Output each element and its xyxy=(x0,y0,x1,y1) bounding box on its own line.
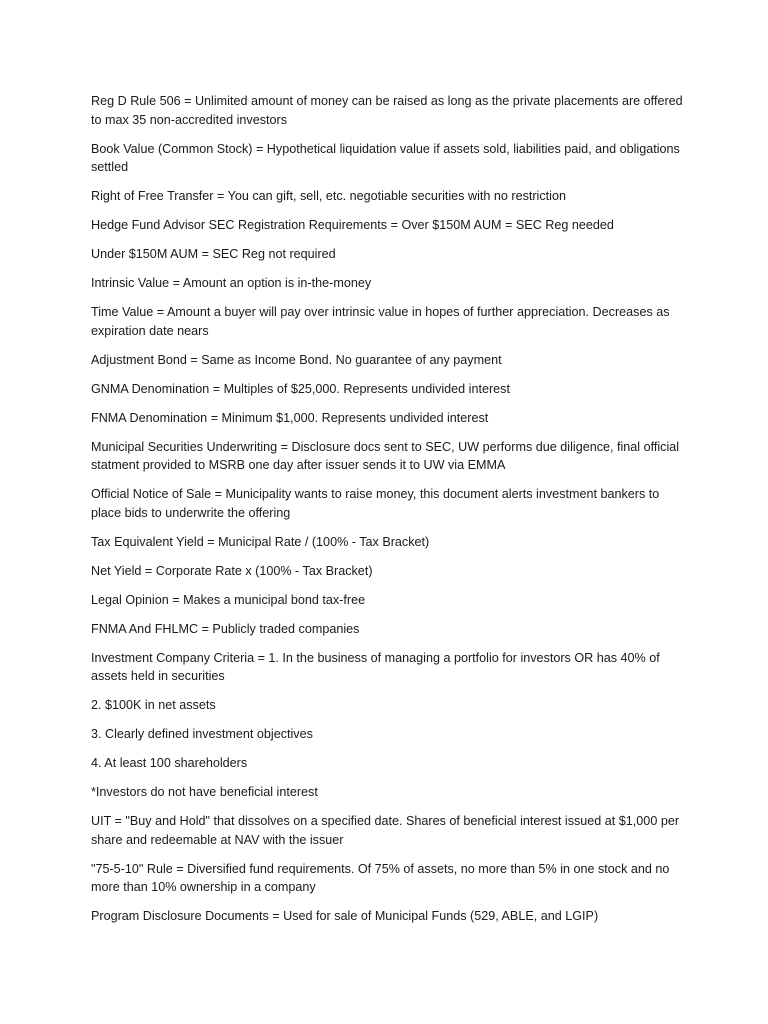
note-paragraph: Net Yield = Corporate Rate x (100% - Tax Bracket) xyxy=(91,563,373,578)
note-paragraph: Legal Opinion = Makes a municipal bond tax-free xyxy=(91,592,366,607)
note-paragraph: FNMA And FHLMC = Publicly traded companies xyxy=(91,621,360,636)
notes-list xyxy=(91,92,691,936)
note-paragraph: Reg D Rule 506 = Unlimited amount of money can be raised as long as the private placements are offered to max 35 non-accredited investors xyxy=(91,94,683,127)
note-paragraph: FNMA Denomination = Minimum $1,000. Represents undivided interest xyxy=(91,410,489,425)
note-paragraph: GNMA Denomination = Multiples of $25,000. Represents undivided interest xyxy=(91,381,510,396)
note-paragraph: Book Value (Common Stock) = Hypothetical liquidation value if assets sold, liabilities paid, and obligations settled xyxy=(91,141,680,174)
note-paragraph: Intrinsic Value = Amount an option is in-the-money xyxy=(91,276,372,290)
note-paragraph: Hedge Fund Advisor SEC Registration Requirements = Over $150M AUM = SEC Reg needed xyxy=(91,218,614,232)
note-paragraph: 4. At least 100 shareholders xyxy=(91,756,248,770)
note-paragraph: 3. Clearly defined investment objectives xyxy=(91,727,313,741)
note-paragraph: Municipal Securities Underwriting = Disclosure docs sent to SEC, UW performs due diligence, final official statment provided to MSRB one day after issuer sends it to UW via EMMA xyxy=(91,439,680,472)
note-paragraph: 2. $100K in net assets xyxy=(91,698,216,712)
note-paragraph: Program Disclosure Documents = Used for sale of Municipal Funds (529, ABLE, and LGIP) xyxy=(91,909,599,923)
note-paragraph: Official Notice of Sale = Municipality wants to raise money, this document alerts investment bankers to place bids to underwrite the offering xyxy=(91,487,660,520)
note-paragraph: Tax Equivalent Yield = Municipal Rate / (100% - Tax Bracket) xyxy=(91,534,430,549)
note-paragraph: Investment Company Criteria = 1. In the business of managing a portfolio for investors OR has 40% of assets held in securities xyxy=(91,650,660,683)
note-paragraph: Adjustment Bond = Same as Income Bond. No guarantee of any payment xyxy=(91,352,502,367)
note-paragraph: *Investors do not have beneficial interest xyxy=(91,785,318,799)
note-paragraph: Time Value = Amount a buyer will pay over intrinsic value in hopes of further appreciation. Decreases as expiration date nears xyxy=(91,305,670,338)
note-paragraph: "75-5-10" Rule = Diversified fund requirements. Of 75% of assets, no more than 5% in one stock and no more than 10% ownership in a company xyxy=(91,861,670,894)
note-paragraph: Under $150M AUM = SEC Reg not required xyxy=(91,247,336,261)
note-paragraph: UIT = "Buy and Hold" that dissolves on a specified date. Shares of beneficial interest issued at $1,000 per share and redeemable at NAV with the issuer xyxy=(91,814,680,847)
note-paragraph: Right of Free Transfer = You can gift, sell, etc. negotiable securities with no restriction xyxy=(91,189,566,203)
